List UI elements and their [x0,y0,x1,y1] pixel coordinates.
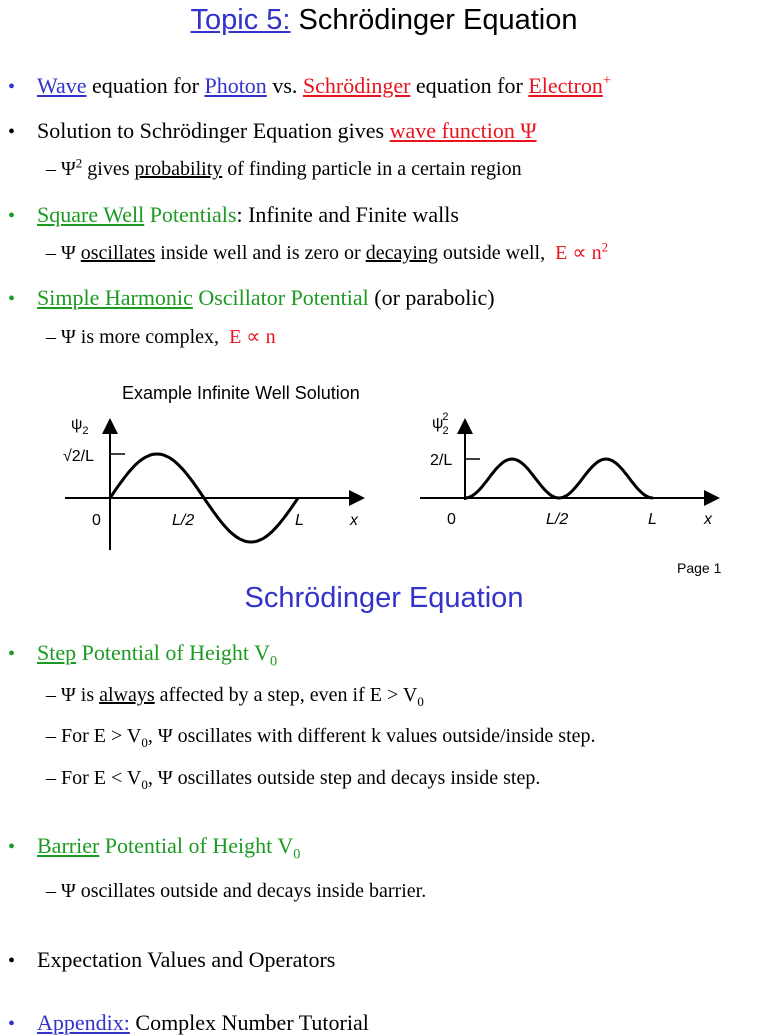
subscript: 0 [270,653,278,670]
bullet-icon: • [8,121,16,143]
bullet-expectation [37,947,335,973]
subscript: 0 [417,694,424,709]
text: always [99,684,155,706]
bullet-appendix [37,1010,369,1036]
x-tick-0: 0 [447,511,456,528]
subbullet-barrier: – Ψ oscillates outside and decays inside barrier. [46,880,427,902]
text: of finding particle in a certain region [227,158,522,180]
superscript: + [602,72,611,89]
y-axis-label: $\psi_2$ [71,416,89,437]
text: gives [87,158,130,180]
x-tick-L: L [295,512,304,529]
slide1-title [0,4,768,37]
wavefunction-graph [55,405,375,550]
y-tick-label: √2/L [63,448,95,465]
superscript: 2 [601,239,609,255]
text: , Ψ oscillates outside step and decays inside step. [147,767,541,789]
x-axis-label: x [350,512,358,529]
x-tick-half: L/2 [172,512,195,529]
probability-density-graph [410,400,730,550]
bullet-icon: • [8,1013,16,1035]
bullet-icon: • [8,950,16,972]
psi: Ψ [61,242,76,264]
energy-relation: E ∝ n [555,242,602,264]
x-tick-half: L/2 [546,511,569,528]
step-link[interactable]: Step [37,640,77,665]
bullet-sho [37,285,495,311]
text: decaying [365,242,438,264]
appendix-link[interactable]: Appendix: [37,1010,130,1035]
bullet-square-well [37,202,459,228]
title-main: Schrödinger Equation [298,4,578,36]
text: Expectation Values and Operators [37,947,336,972]
x-axis-label: x [704,511,712,528]
text: Potential of Height V [104,833,294,858]
wave-link[interactable]: Wave [37,73,87,98]
x-tick-L: L [648,511,657,528]
bullet-step-potential [37,640,278,670]
text: (or parabolic) [374,285,495,310]
subscript: 0 [293,846,301,863]
y-tick-label: 2/L [430,452,453,469]
subscript: 0 [141,735,148,750]
superscript: 2 [75,155,83,171]
text: Potentials [149,202,237,227]
bullet-barrier-potential [37,833,301,863]
text: equation for [92,73,199,98]
bullet-icon: • [8,76,16,98]
text: , Ψ oscillates with different k values outside/inside step. [147,725,596,747]
subbullet-oscillates: – Ψ oscillates inside well and is zero or decaying outside well, $E \propto n^2$ [46,239,609,264]
photon-link[interactable]: Photon [204,73,267,98]
text: Ψ oscillates outside and decays inside barrier. [61,880,427,902]
text: : Infinite and Finite walls [236,202,459,227]
text: Solution to Schrödinger Equation gives [37,118,385,143]
bullet-icon: • [8,643,16,665]
text: Potential of Height V [81,640,271,665]
text: inside well and is zero or [160,242,361,264]
probability-text: probability [134,158,223,180]
text: affected by a step, even if E > V [159,684,418,706]
barrier-link[interactable]: Barrier [37,833,100,858]
text: oscillates [80,242,156,264]
text: For E < V [61,767,142,789]
text: Ψ is more complex, [61,326,220,348]
text: Complex Number Tutorial [135,1010,369,1035]
bullet-icon: • [8,836,16,858]
simple-harmonic-link[interactable]: Simple Harmonic [37,285,193,310]
text: Ψ is [61,684,95,706]
subbullet-e-less: – For $E < V_0$, Ψ oscillates outside step and decays inside step. [46,767,541,792]
bullet-wave-equation [37,73,611,99]
energy-relation: E ∝ n [229,326,276,348]
square-well-link[interactable]: Square Well [37,202,145,227]
subbullet-complex: – Ψ is more complex, E ∝ n [46,326,276,348]
page-number: Page 1 [677,560,722,576]
text: For E > V [61,725,142,747]
x-tick-0: 0 [92,512,101,529]
title-topic-label: Topic 5: [190,4,291,36]
text: vs. [272,73,298,98]
schrodinger-link[interactable]: Schrödinger [302,73,411,98]
subbullet-always: – Ψ is always affected by a step, even if $E > V_0$ [46,684,424,709]
subbullet-probability: – $\Psi^2$ gives probability of finding particle in a certain region [46,155,522,180]
subscript: 0 [141,777,148,792]
bullet-icon: • [8,205,16,227]
text: outside well, [442,242,546,264]
bullet-icon: • [8,288,16,310]
psi: Ψ [61,158,76,180]
y-axis-label: ψ2 2 [432,411,449,437]
figure-caption: Example Infinite Well Solution [122,383,360,403]
text: Oscillator Potential [198,285,369,310]
slide2-title: Schrödinger Equation [244,582,524,614]
electron-link[interactable]: Electron [528,73,603,98]
bullet-solution [37,118,537,144]
psi2-squared-curve [465,459,653,498]
wave-function-link[interactable]: wave function Ψ [389,118,537,143]
subbullet-e-greater: – For $E > V_0$, Ψ oscillates with different k values outside/inside step. [46,725,596,750]
text: equation for [415,73,523,98]
